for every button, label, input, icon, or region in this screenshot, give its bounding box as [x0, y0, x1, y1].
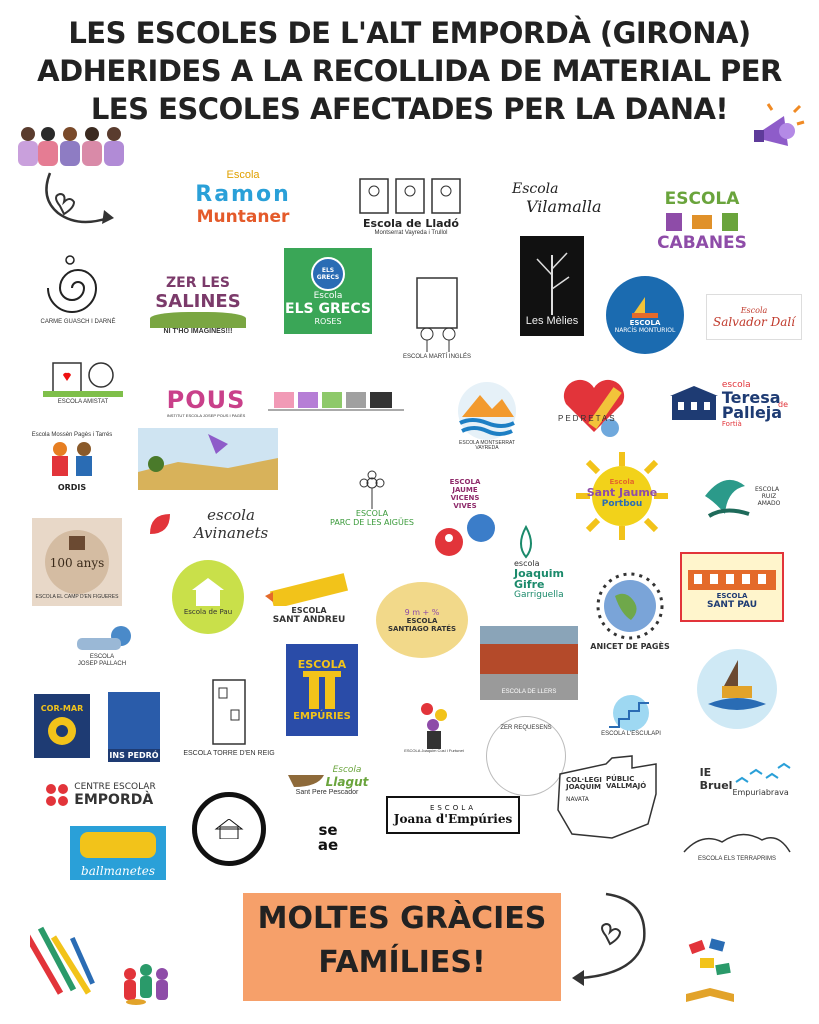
house-icon — [214, 819, 244, 839]
logo-escola-parc-de-les-aigues — [330, 448, 414, 548]
hills-icon — [682, 826, 792, 856]
logo-escola-amistat — [40, 348, 126, 410]
logo-text: ESCOLA EL CAMP D'EN FIGUERES — [35, 593, 119, 600]
child-lying-icon — [57, 624, 147, 654]
logo-text: Escola — [226, 169, 260, 182]
logo-text: RUIZ AMADO — [757, 492, 781, 507]
books-icon — [662, 209, 742, 233]
logo-text: Les Mèlies — [525, 315, 579, 327]
logo-text: ESCOLA — [297, 658, 347, 671]
logo-text: Ramon — [195, 181, 291, 207]
logo-text: Fortià — [721, 420, 742, 428]
logo-100-anys — [32, 518, 122, 606]
logo-text: ZER LES — [166, 274, 230, 291]
thanks-banner — [243, 893, 561, 1001]
logo-col-legi-vallmajo — [552, 754, 664, 844]
logo-text: IE — [699, 766, 712, 779]
logo-escola-boat-books — [694, 646, 780, 732]
globe-people-icon — [595, 570, 665, 642]
logo-text: Escola de Lladó — [363, 217, 459, 231]
logo-institut-escola-pous — [160, 382, 252, 422]
logo-escola-llado — [352, 168, 470, 244]
logo-text: ESCOLA MARTÍ INGLÉS — [403, 353, 471, 360]
people-group-illustration — [16, 124, 126, 166]
logo-escola-torre-den-reig — [174, 664, 284, 764]
tree-icon — [527, 245, 577, 315]
logo-text: ORDIS — [57, 482, 87, 492]
logo-text: SANTIAGO RATÉS — [387, 624, 457, 633]
logo-text: Sant Pere Pescador — [295, 789, 359, 797]
boat-icon — [286, 765, 326, 789]
thanks-line-1: MOLTES GRÀCIES — [257, 901, 547, 936]
heart-arrow-icon — [566, 890, 650, 990]
house-icon — [188, 578, 228, 608]
logo-text: ESCOLA MONTSERRAT VAYREDA — [458, 439, 516, 451]
logo-text: JAUME VICENS VIVES — [450, 486, 480, 510]
logo-escola-ramon-muntaner — [182, 162, 304, 234]
logo-text: SANT PAU — [706, 600, 758, 610]
logo-text: ESCOLA Joaquim Cusí i Furtunet — [404, 747, 464, 753]
logo-text: ESCOLA ELS TERRAPRIMS — [698, 855, 776, 862]
logo-escola-joaquim-gifre — [514, 520, 598, 604]
logo-escola-jaume-vicens-vives — [420, 474, 510, 564]
logo-text: Teresa — [721, 388, 781, 407]
train-icon — [264, 372, 408, 420]
logo-text: Escola — [332, 765, 362, 776]
logo-text: COR-MAR — [40, 703, 84, 713]
building-icon — [684, 564, 780, 592]
flowers-icon — [409, 695, 459, 749]
logo-text: JOSEP PALLACH — [77, 661, 127, 667]
drawing-icon — [356, 175, 466, 217]
logo-text: NARCÍS MONTURIOL — [614, 326, 676, 334]
logo-text: CENTRE ESCOLAR — [74, 782, 156, 792]
logo-text: Escola de Pau — [183, 608, 233, 616]
animals-icon — [43, 353, 123, 399]
children-icon — [42, 439, 102, 483]
logo-text: Muntaner — [196, 206, 290, 227]
logo-text: ANICET DE PAGÈS — [590, 641, 670, 651]
logo-text: Joana d'Empúries — [393, 812, 513, 826]
logo-escola-joana-dempuries — [386, 796, 520, 834]
logo-ie-bruel — [696, 754, 796, 804]
logo-escola-de-pau — [172, 560, 244, 634]
logo-text: ESCOLA — [755, 485, 780, 493]
logo-joan-regla — [192, 792, 266, 866]
logo-text: Vilamalla — [526, 196, 602, 216]
logo-cor-mar — [34, 694, 90, 758]
logo-text: de — [778, 400, 788, 409]
logo-text: PEDRETAS — [558, 414, 617, 424]
logo-text: ESCOLA AMISTAT — [57, 398, 109, 405]
logo-text: Garriguella — [514, 589, 564, 600]
logo-text: ELS GRECS — [316, 266, 340, 281]
pencils-icon — [30, 918, 100, 1008]
logo-escola-josep-pallach — [40, 620, 164, 672]
page-title — [0, 14, 819, 128]
logo-text: ESCOLA TORRE D'EN REIG — [183, 750, 275, 758]
logo-escola-sant-andreu — [260, 560, 358, 636]
ball-icon — [44, 713, 80, 749]
logo-carme-guasch — [34, 244, 122, 332]
logo-text: escola — [721, 380, 751, 390]
stairs-icon — [601, 687, 661, 731]
logo-escola-els-grecs — [284, 248, 372, 334]
logo-text: ESCOLA — [716, 592, 748, 600]
logo-text: escola — [514, 558, 540, 568]
logo-text: Joaquim — [514, 566, 565, 580]
logo-escola-emporics — [286, 644, 358, 736]
logo-escola-vilamalla — [512, 170, 622, 226]
logo-text: EMPORDÀ — [74, 792, 154, 808]
logo-text: escola Avinanets — [193, 506, 269, 542]
logo-text: Salvador Dalí — [712, 314, 796, 329]
logo-text: ae — [317, 836, 339, 854]
logo-text: Escola Mossèn Pagès i Tarrés — [31, 432, 113, 439]
logo-escola-teresa-palleja — [660, 376, 792, 432]
flame-icon — [514, 525, 538, 559]
logo-escola-landscape-bird — [138, 428, 278, 490]
math-icon: 9 m + % — [404, 607, 440, 617]
thanks-line-2: FAMÍLIES! — [318, 945, 486, 980]
logo-escola-sant-pau — [680, 552, 784, 622]
logo-centre-escolar-emporda — [36, 778, 164, 812]
drawing-icon — [407, 268, 467, 354]
pencil-icon — [261, 572, 357, 606]
logo-zer-les-salines — [146, 264, 250, 346]
logo-pedretas — [554, 366, 634, 446]
logo-text: SANT ANDREU — [272, 614, 346, 625]
logo-text: Portbou — [601, 499, 643, 509]
logo-escola-els-terraprims — [676, 818, 798, 870]
globe-icon — [425, 510, 505, 560]
logo-text: ZER REQUESENS — [500, 725, 552, 731]
logo-text: ESCOLA DE LLERS — [501, 689, 557, 696]
mountain-icon — [452, 381, 522, 441]
logo-escola-narcis-monturiol — [606, 276, 684, 354]
logo-escola-de-llers — [480, 626, 578, 700]
logo-text: Llagut — [325, 775, 369, 790]
logo-escola-marti-ingles — [402, 262, 472, 366]
game-pieces-icon — [118, 960, 174, 1006]
logo-ballmanetes — [70, 826, 166, 880]
flower-icon — [352, 469, 392, 509]
heart-pencil-icon — [554, 366, 634, 446]
logo-text: ESCOLA — [406, 616, 438, 625]
logo-text: Gifre — [514, 577, 545, 591]
logo-text: ESCOLA L'ESCULAPI — [601, 730, 661, 737]
logo-escola-montserrat-vayreda — [450, 378, 524, 454]
leaf-icon — [146, 510, 172, 538]
logo-escola-joaquim-cusi — [392, 686, 476, 762]
badge-icon — [311, 257, 345, 291]
logo-text: CABANES — [657, 233, 747, 253]
logo-text: EMPÚRIES — [293, 711, 351, 722]
boat-icon — [630, 297, 660, 319]
ground-photo — [480, 674, 578, 700]
logo-text: ESCOLA — [89, 654, 115, 661]
logo-escola-santiago-rates — [376, 582, 468, 658]
logo-escola-salvador-dali — [706, 294, 802, 340]
building-photo — [480, 644, 578, 674]
logo-text: Montserrat Vayreda i Trullol — [374, 230, 448, 237]
logo-anicet-de-pages — [590, 560, 670, 660]
landscape-icon — [138, 428, 278, 490]
building-icon — [670, 386, 718, 422]
logo-text: ballmanetes — [81, 864, 155, 878]
logo-text: ESCOLA — [629, 318, 661, 327]
logo-text: PÚBLIC — [606, 775, 635, 783]
logo-text: ESCOLA — [291, 605, 327, 615]
logo-escola-llagut — [276, 756, 378, 806]
column-icon — [297, 671, 347, 711]
logo-text: Palleja — [721, 403, 783, 422]
kids-illustration — [80, 832, 156, 858]
logo-ins-pedro — [108, 692, 160, 762]
logo-escola-ruiz-amado — [690, 460, 788, 532]
logo-text: CARME GUASCH I DARNÉ — [40, 319, 116, 326]
logo-text: INSTITUT ESCOLA JOSEP POUS I PAGÈS — [166, 412, 246, 418]
logo-text: NI T'HO IMAGINES!!! — [163, 327, 233, 335]
logo-text: SALINES — [155, 290, 241, 312]
logo-text: ROSES — [314, 316, 342, 326]
boat-books-icon — [694, 646, 780, 732]
logo-escola-train — [264, 372, 408, 420]
logo-text: Empuriabrava — [732, 787, 789, 797]
title-line-1: LES ESCOLES DE L'ALT EMPORDÀ (GIRONA) — [68, 16, 751, 50]
logo-text: PARC DE LES AIGÜES — [330, 518, 414, 527]
dots-icon — [44, 782, 70, 808]
logo-escola-cabanes — [656, 178, 748, 264]
heart-arrow-icon — [38, 168, 118, 233]
logo-text: Escola — [512, 180, 559, 197]
logo-text: Sant Jaume — [586, 486, 658, 499]
logo-text: JOAQUIM — [566, 783, 601, 791]
logo-text: COL·LEGI — [566, 776, 602, 784]
megaphone-icon — [750, 102, 805, 157]
logo-les-melies — [520, 236, 584, 336]
tower-drawing-icon — [199, 670, 259, 750]
logo-text: ESCOLA — [429, 804, 477, 812]
birds-icon — [732, 762, 792, 788]
logo-text: ESCOLA — [664, 189, 740, 209]
logo-text: NAVATA — [566, 796, 589, 803]
logo-escola-esculapi — [596, 680, 666, 744]
logo-text: Bruel — [699, 779, 733, 792]
logo-text: POUS — [166, 385, 246, 414]
logo-text: ESCOLA — [355, 509, 389, 518]
books-icon — [680, 936, 740, 1008]
logo-text: ELS GRECS — [285, 300, 371, 317]
logo-text: 100 anys — [49, 556, 105, 570]
logo-text: Escola — [609, 478, 635, 486]
logo-escola-avinanets — [146, 500, 290, 548]
title-line-3: LES ESCOLES AFECTADES PER LA DANA! — [90, 92, 729, 126]
logo-se-ae — [306, 818, 350, 858]
bird-leaf-icon — [695, 466, 755, 526]
logo-text: Escola — [740, 305, 768, 315]
hill-shape — [150, 312, 246, 328]
logo-text: INS PEDRÓ — [109, 751, 159, 760]
logo-text: se — [318, 821, 338, 839]
logo-text: Escola — [313, 290, 343, 301]
logo-escola-ordis — [30, 422, 114, 502]
title-line-2: ADHERIDES A LA RECOLLIDA DE MATERIAL PER — [37, 54, 782, 88]
logo-text: VALLMAJÓ — [606, 782, 647, 790]
logo-text: ESCOLA — [449, 478, 481, 486]
